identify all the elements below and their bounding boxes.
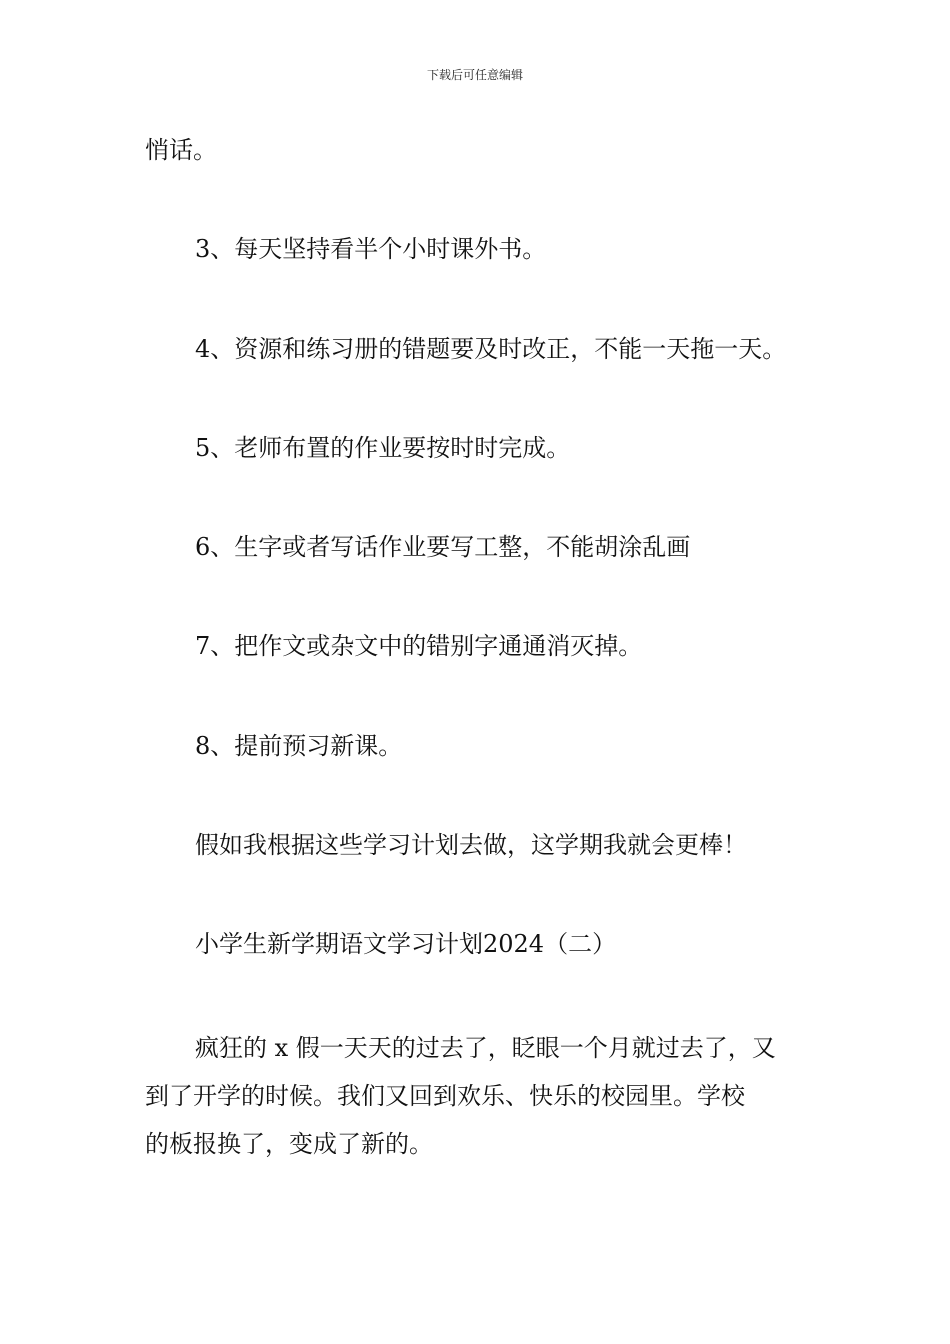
plan-item-8: 8、提前预习新课。 <box>195 732 403 760</box>
plan-item-6: 6、生字或者写话作业要写工整，不能胡涂乱画 <box>195 533 691 561</box>
paragraph-line-2: 到了开学的时候。我们又回到欢乐、快乐的校园里。学校 <box>145 1082 745 1110</box>
continued-text-line: 悄话。 <box>145 136 217 164</box>
header-note: 下载后可任意编辑 <box>426 68 523 82</box>
paragraph-line-3: 的板报换了，变成了新的。 <box>145 1130 433 1158</box>
section-title: 小学生新学期语文学习计划2024（二） <box>195 930 617 958</box>
plan-item-5: 5、老师布置的作业要按时时完成。 <box>195 434 571 462</box>
plan-item-4: 4、资源和练习册的错题要及时改正，不能一天拖一天。 <box>195 335 787 363</box>
conclusion-line: 假如我根据这些学习计划去做，这学期我就会更棒！ <box>195 831 747 859</box>
plan-item-3: 3、每天坚持看半个小时课外书。 <box>195 235 547 263</box>
body-paragraph <box>145 1024 807 1168</box>
plan-item-7: 7、把作文或杂文中的错别字通通消灭掉。 <box>195 632 643 660</box>
paragraph-line-1: 疯狂的 x 假一天天的过去了，眨眼一个月就过去了，又 <box>195 1034 776 1062</box>
